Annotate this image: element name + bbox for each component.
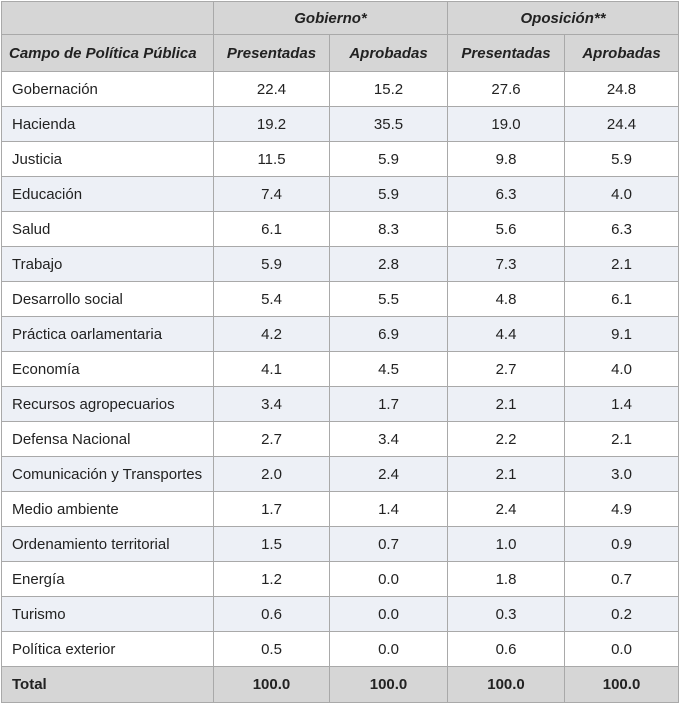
- row-value: 2.1: [565, 247, 679, 282]
- row-value: 1.7: [214, 492, 330, 527]
- column-header-gob-presentadas: Presentadas: [214, 35, 330, 72]
- row-value: 0.3: [448, 597, 565, 632]
- row-value: 4.8: [448, 282, 565, 317]
- row-value: 35.5: [330, 107, 448, 142]
- row-value: 1.5: [214, 527, 330, 562]
- row-value: 4.9: [565, 492, 679, 527]
- row-value: 3.4: [214, 387, 330, 422]
- table-row: [2, 282, 679, 317]
- total-row: [2, 667, 679, 703]
- row-value: 0.0: [330, 562, 448, 597]
- row-value: 6.3: [448, 177, 565, 212]
- row-label: Economía: [2, 352, 214, 387]
- row-value: 24.8: [565, 72, 679, 107]
- row-value: 0.0: [565, 632, 679, 667]
- row-label: Recursos agropecuarios: [2, 387, 214, 422]
- row-value: 7.3: [448, 247, 565, 282]
- row-value: 3.4: [330, 422, 448, 457]
- total-label: Total: [2, 667, 214, 703]
- row-value: 4.4: [448, 317, 565, 352]
- row-value: 0.7: [565, 562, 679, 597]
- row-value: 1.2: [214, 562, 330, 597]
- column-header-campo: Campo de Política Pública: [2, 35, 214, 72]
- row-label: Trabajo: [2, 247, 214, 282]
- row-value: 2.7: [448, 352, 565, 387]
- row-value: 22.4: [214, 72, 330, 107]
- table-row: [2, 247, 679, 282]
- row-value: 27.6: [448, 72, 565, 107]
- row-value: 2.2: [448, 422, 565, 457]
- row-label: Ordenamiento territorial: [2, 527, 214, 562]
- row-label: Energía: [2, 562, 214, 597]
- row-value: 6.1: [214, 212, 330, 247]
- row-value: 1.4: [330, 492, 448, 527]
- row-value: 2.4: [330, 457, 448, 492]
- row-value: 5.9: [330, 142, 448, 177]
- row-value: 1.7: [330, 387, 448, 422]
- row-value: 0.2: [565, 597, 679, 632]
- total-value: 100.0: [565, 667, 679, 703]
- row-value: 5.4: [214, 282, 330, 317]
- total-value: 100.0: [214, 667, 330, 703]
- table-row: [2, 527, 679, 562]
- row-value: 0.6: [214, 597, 330, 632]
- row-value: 4.5: [330, 352, 448, 387]
- row-value: 5.9: [214, 247, 330, 282]
- row-value: 2.4: [448, 492, 565, 527]
- column-header-opo-aprobadas: Aprobadas: [565, 35, 679, 72]
- policy-table: [1, 1, 679, 703]
- table-row: [2, 177, 679, 212]
- row-value: 1.4: [565, 387, 679, 422]
- table-row: [2, 492, 679, 527]
- row-value: 24.4: [565, 107, 679, 142]
- column-header-gob-aprobadas: Aprobadas: [330, 35, 448, 72]
- group-header-blank: [2, 2, 214, 35]
- row-label: Educación: [2, 177, 214, 212]
- row-label: Práctica oarlamentaria: [2, 317, 214, 352]
- table-row: [2, 457, 679, 492]
- row-value: 6.1: [565, 282, 679, 317]
- row-value: 2.8: [330, 247, 448, 282]
- row-value: 2.1: [448, 387, 565, 422]
- row-value: 0.0: [330, 597, 448, 632]
- table-row: [2, 632, 679, 667]
- row-value: 4.0: [565, 177, 679, 212]
- row-value: 6.3: [565, 212, 679, 247]
- total-value: 100.0: [330, 667, 448, 703]
- row-value: 19.2: [214, 107, 330, 142]
- row-label: Justicia: [2, 142, 214, 177]
- row-label: Medio ambiente: [2, 492, 214, 527]
- row-value: 4.2: [214, 317, 330, 352]
- row-value: 2.1: [448, 457, 565, 492]
- row-label: Gobernación: [2, 72, 214, 107]
- row-value: 19.0: [448, 107, 565, 142]
- row-value: 0.9: [565, 527, 679, 562]
- table-row: [2, 597, 679, 632]
- table-row: [2, 422, 679, 457]
- row-label: Salud: [2, 212, 214, 247]
- row-value: 5.9: [330, 177, 448, 212]
- row-value: 4.0: [565, 352, 679, 387]
- row-value: 11.5: [214, 142, 330, 177]
- row-value: 2.0: [214, 457, 330, 492]
- row-value: 6.9: [330, 317, 448, 352]
- row-value: 1.0: [448, 527, 565, 562]
- row-value: 0.7: [330, 527, 448, 562]
- table-row: [2, 72, 679, 107]
- table-row: [2, 387, 679, 422]
- row-value: 15.2: [330, 72, 448, 107]
- row-label: Comunicación y Transportes: [2, 457, 214, 492]
- row-label: Defensa Nacional: [2, 422, 214, 457]
- total-value: 100.0: [448, 667, 565, 703]
- group-header-oposicion: Oposición**: [448, 2, 679, 35]
- table-row: [2, 142, 679, 177]
- table-row: [2, 562, 679, 597]
- row-value: 0.5: [214, 632, 330, 667]
- group-header-gobierno: Gobierno*: [214, 2, 448, 35]
- column-header-row: [2, 35, 679, 72]
- table-body: [2, 72, 679, 667]
- row-value: 5.5: [330, 282, 448, 317]
- table-row: [2, 352, 679, 387]
- row-value: 8.3: [330, 212, 448, 247]
- row-value: 2.7: [214, 422, 330, 457]
- row-value: 0.6: [448, 632, 565, 667]
- row-value: 7.4: [214, 177, 330, 212]
- row-value: 9.8: [448, 142, 565, 177]
- row-value: 5.6: [448, 212, 565, 247]
- row-value: 1.8: [448, 562, 565, 597]
- row-value: 2.1: [565, 422, 679, 457]
- row-value: 9.1: [565, 317, 679, 352]
- column-header-opo-presentadas: Presentadas: [448, 35, 565, 72]
- row-label: Hacienda: [2, 107, 214, 142]
- group-header-row: [2, 2, 679, 35]
- row-label: Política exterior: [2, 632, 214, 667]
- row-label: Turismo: [2, 597, 214, 632]
- row-value: 0.0: [330, 632, 448, 667]
- row-value: 4.1: [214, 352, 330, 387]
- table-row: [2, 212, 679, 247]
- row-value: 5.9: [565, 142, 679, 177]
- row-value: 3.0: [565, 457, 679, 492]
- table-row: [2, 107, 679, 142]
- row-label: Desarrollo social: [2, 282, 214, 317]
- table-row: [2, 317, 679, 352]
